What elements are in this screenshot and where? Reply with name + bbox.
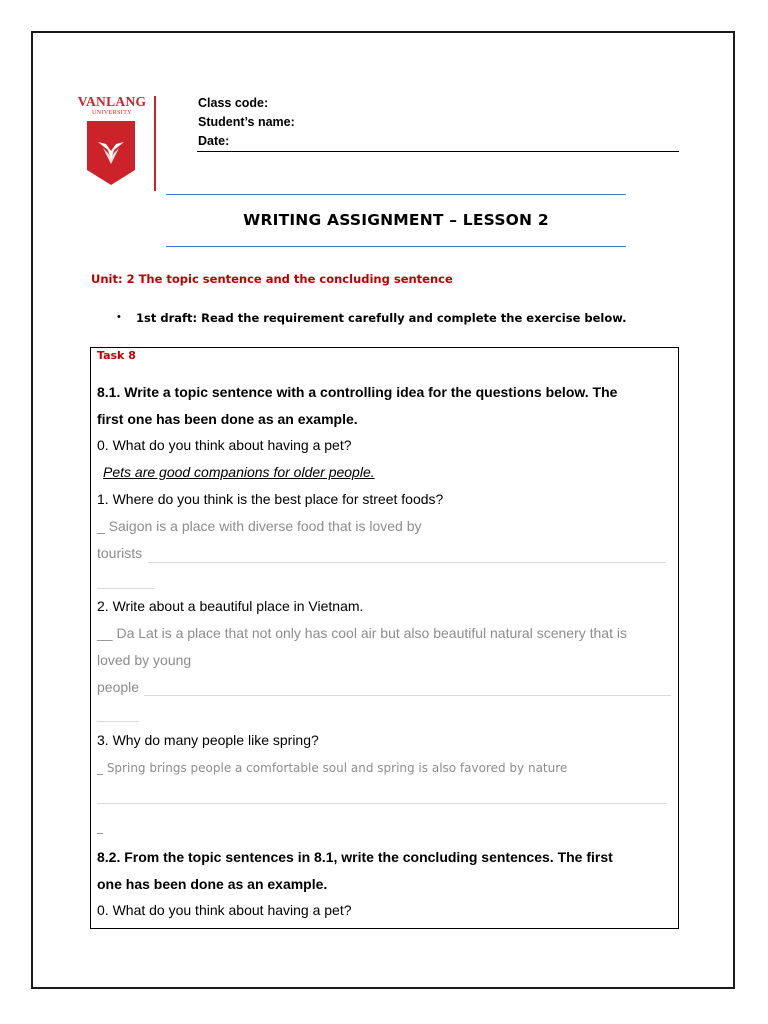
answer-3-fill-line <box>97 803 667 804</box>
answer-2-fill-line-short <box>97 721 139 722</box>
section1-heading-line1: 8.1. Write a topic sentence with a controlling idea for the questions below. The <box>97 384 618 400</box>
answer-1-line2[interactable]: tourists <box>97 545 143 561</box>
section2-heading-line1: 8.2. From the topic sentences in 8.1, write the concluding sentences. The first <box>97 849 613 865</box>
answer-2-fill-line <box>144 695 671 696</box>
date-underline <box>197 151 679 152</box>
answer-1-fill-line <box>148 562 666 563</box>
university-shield-icon <box>86 120 136 186</box>
page-title: WRITING ASSIGNMENT – LESSON 2 <box>243 211 549 229</box>
question-1: 1. Where do you think is the best place for street foods? <box>97 491 444 507</box>
answer-3-line2[interactable]: _ <box>97 820 103 834</box>
answer-2-line3[interactable]: people <box>97 679 140 695</box>
section2-question-0: 0. What do you think about having a pet? <box>97 902 352 918</box>
date-label: Date: <box>198 134 230 148</box>
section1-heading-line2: first one has been done as an example. <box>97 411 358 427</box>
logo-divider <box>154 96 156 191</box>
question-3: 3. Why do many people like spring? <box>97 732 319 748</box>
question-0: 0. What do you think about having a pet? <box>97 437 352 453</box>
title-rule-bottom <box>166 246 626 247</box>
answer-2-line2[interactable]: loved by young <box>97 652 192 668</box>
task-label: Task 8 <box>97 349 136 362</box>
university-logo-subtitle: UNIVERSITY <box>92 110 132 116</box>
answer-1-line1[interactable]: _ Saigon is a place with diverse food that is loved by <box>97 518 422 534</box>
bullet-icon: • <box>117 311 121 323</box>
instruction-text: 1st draft: Read the requirement carefully and complete the exercise below. <box>136 311 627 325</box>
unit-heading: Unit: 2 The topic sentence and the concluding sentence <box>91 272 453 286</box>
class-code-label: Class code: <box>198 96 269 110</box>
title-rule-top <box>166 194 626 195</box>
answer-1-fill-line-short <box>97 588 155 589</box>
question-2: 2. Write about a beautiful place in Vietnam. <box>97 598 364 614</box>
section2-heading-line2: one has been done as an example. <box>97 876 328 892</box>
answer-2-line1[interactable]: __ Da Lat is a place that not only has cool air but also beautiful natural scenery that is <box>97 625 627 641</box>
university-logo-name: VANLANG <box>77 94 147 109</box>
answer-3-line1[interactable]: _ Spring brings people a comfortable soul and spring is also favored by nature <box>97 761 568 775</box>
example-answer-0: Pets are good companions for older people. <box>103 464 375 480</box>
student-name-label: Student’s name: <box>198 115 295 129</box>
